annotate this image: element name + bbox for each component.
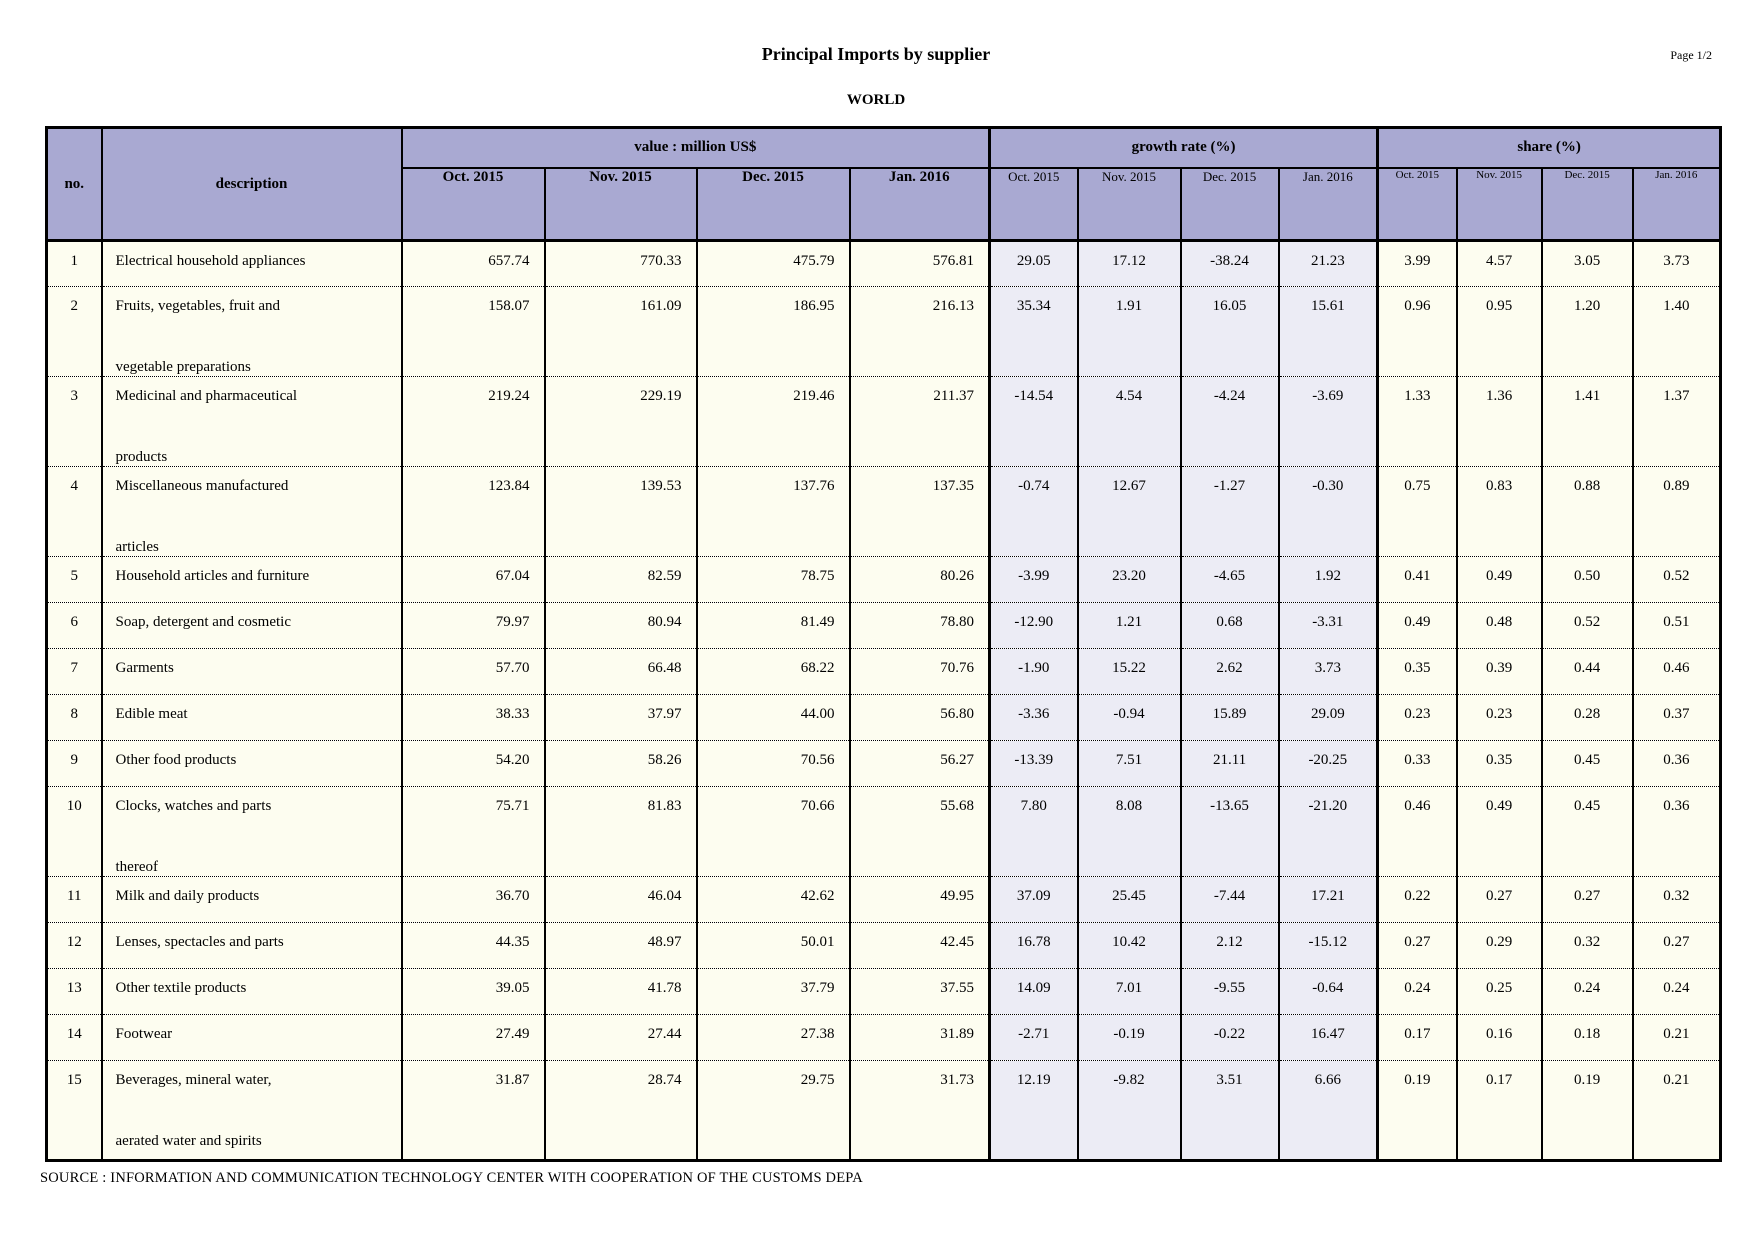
share-cell: 0.52 bbox=[1633, 557, 1721, 603]
value-cell: 79.97 bbox=[402, 603, 545, 649]
share-cell: 3.05 bbox=[1542, 241, 1633, 287]
value-cell: 66.48 bbox=[545, 649, 697, 695]
value-cell: 78.75 bbox=[697, 557, 850, 603]
description-line: vegetable preparations bbox=[115, 359, 251, 375]
share-cell: 0.32 bbox=[1633, 877, 1721, 923]
value-cell: 42.45 bbox=[850, 923, 990, 969]
page-number: Page 1/2 bbox=[1670, 48, 1712, 62]
row-number: 13 bbox=[47, 969, 102, 1015]
row-description bbox=[102, 877, 402, 923]
growth-cell: -14.54 bbox=[990, 377, 1078, 467]
description-line: Garments bbox=[115, 660, 174, 676]
header-group-row bbox=[47, 128, 1721, 168]
row-number: 8 bbox=[47, 695, 102, 741]
value-cell: 186.95 bbox=[697, 287, 850, 377]
table-row bbox=[47, 741, 1721, 787]
share-cell: 0.27 bbox=[1378, 923, 1457, 969]
month-header: Dec. 2015 bbox=[1542, 168, 1633, 241]
share-cell: 0.19 bbox=[1542, 1061, 1633, 1161]
value-cell: 48.97 bbox=[545, 923, 697, 969]
share-cell: 0.52 bbox=[1542, 603, 1633, 649]
share-cell: 1.37 bbox=[1633, 377, 1721, 467]
table-row bbox=[47, 969, 1721, 1015]
month-header: Jan. 2016 bbox=[850, 168, 990, 241]
share-cell: 0.51 bbox=[1633, 603, 1721, 649]
share-cell: 0.45 bbox=[1542, 741, 1633, 787]
table-row bbox=[47, 1015, 1721, 1061]
table-row bbox=[47, 287, 1721, 377]
description-line: Household articles and furniture bbox=[115, 568, 310, 584]
row-description bbox=[102, 649, 402, 695]
description-line: aerated water and spirits bbox=[115, 1133, 262, 1149]
share-cell: 3.99 bbox=[1378, 241, 1457, 287]
growth-cell: 29.09 bbox=[1279, 695, 1378, 741]
value-cell: 46.04 bbox=[545, 877, 697, 923]
value-cell: 37.97 bbox=[545, 695, 697, 741]
value-cell: 41.78 bbox=[545, 969, 697, 1015]
table-row bbox=[47, 603, 1721, 649]
growth-cell: 12.19 bbox=[990, 1061, 1078, 1161]
description-line: Soap, detergent and cosmetic bbox=[115, 614, 292, 630]
share-cell: 0.21 bbox=[1633, 1015, 1721, 1061]
growth-cell: 15.89 bbox=[1181, 695, 1279, 741]
page-title: Principal Imports by supplier bbox=[761, 44, 991, 64]
table-row bbox=[47, 695, 1721, 741]
month-header: Dec. 2015 bbox=[1181, 168, 1279, 241]
share-cell: 1.33 bbox=[1378, 377, 1457, 467]
share-cell: 0.46 bbox=[1633, 649, 1721, 695]
share-cell: 3.73 bbox=[1633, 241, 1721, 287]
share-cell: 0.35 bbox=[1457, 741, 1542, 787]
value-cell: 39.05 bbox=[402, 969, 545, 1015]
value-cell: 475.79 bbox=[697, 241, 850, 287]
value-cell: 27.49 bbox=[402, 1015, 545, 1061]
row-number: 1 bbox=[47, 241, 102, 287]
value-cell: 27.44 bbox=[545, 1015, 697, 1061]
growth-cell: -7.44 bbox=[1181, 877, 1279, 923]
growth-cell: -2.71 bbox=[990, 1015, 1078, 1061]
growth-cell: -3.99 bbox=[990, 557, 1078, 603]
value-cell: 576.81 bbox=[850, 241, 990, 287]
description-line: Clocks, watches and parts bbox=[115, 798, 272, 814]
value-cell: 123.84 bbox=[402, 467, 545, 557]
row-description bbox=[102, 557, 402, 603]
value-cell: 70.66 bbox=[697, 787, 850, 877]
value-cell: 161.09 bbox=[545, 287, 697, 377]
share-cell: 0.48 bbox=[1457, 603, 1542, 649]
description-line: Electrical household appliances bbox=[115, 253, 306, 269]
table-body bbox=[47, 241, 1721, 1161]
growth-cell: 12.67 bbox=[1078, 467, 1181, 557]
share-cell: 0.19 bbox=[1378, 1061, 1457, 1161]
value-cell: 42.62 bbox=[697, 877, 850, 923]
row-number: 12 bbox=[47, 923, 102, 969]
share-cell: 0.27 bbox=[1457, 877, 1542, 923]
growth-cell: -3.31 bbox=[1279, 603, 1378, 649]
description-line: thereof bbox=[115, 859, 158, 875]
value-cell: 78.80 bbox=[850, 603, 990, 649]
share-cell: 0.21 bbox=[1633, 1061, 1721, 1161]
value-cell: 229.19 bbox=[545, 377, 697, 467]
value-cell: 37.79 bbox=[697, 969, 850, 1015]
growth-cell: 2.12 bbox=[1181, 923, 1279, 969]
row-number: 15 bbox=[47, 1061, 102, 1161]
share-cell: 0.89 bbox=[1633, 467, 1721, 557]
growth-cell: 23.20 bbox=[1078, 557, 1181, 603]
row-number: 11 bbox=[47, 877, 102, 923]
growth-cell: 6.66 bbox=[1279, 1061, 1378, 1161]
value-cell: 211.37 bbox=[850, 377, 990, 467]
growth-cell: -9.82 bbox=[1078, 1061, 1181, 1161]
col-group-growth: growth rate (%) bbox=[990, 128, 1378, 168]
share-cell: 0.27 bbox=[1633, 923, 1721, 969]
growth-cell: -12.90 bbox=[990, 603, 1078, 649]
col-header-description: description bbox=[102, 128, 402, 241]
share-cell: 0.35 bbox=[1378, 649, 1457, 695]
growth-cell: -9.55 bbox=[1181, 969, 1279, 1015]
share-cell: 0.28 bbox=[1542, 695, 1633, 741]
value-cell: 158.07 bbox=[402, 287, 545, 377]
share-cell: 0.45 bbox=[1542, 787, 1633, 877]
value-cell: 75.71 bbox=[402, 787, 545, 877]
table-row bbox=[47, 877, 1721, 923]
row-description bbox=[102, 1061, 402, 1161]
description-line: Fruits, vegetables, fruit and bbox=[115, 298, 281, 314]
description-line: products bbox=[115, 449, 168, 465]
table-row bbox=[47, 557, 1721, 603]
growth-cell: 14.09 bbox=[990, 969, 1078, 1015]
share-cell: 0.25 bbox=[1457, 969, 1542, 1015]
share-cell: 0.75 bbox=[1378, 467, 1457, 557]
growth-cell: -15.12 bbox=[1279, 923, 1378, 969]
description-line: Medicinal and pharmaceutical bbox=[115, 388, 298, 404]
growth-cell: 3.73 bbox=[1279, 649, 1378, 695]
value-cell: 31.89 bbox=[850, 1015, 990, 1061]
source-note: SOURCE : INFORMATION AND COMMUNICATION TECHNOLOGY CENTER WITH COOPERATION OF THE CUSTOMS DEPA bbox=[40, 1170, 863, 1186]
growth-cell: 15.22 bbox=[1078, 649, 1181, 695]
row-number: 4 bbox=[47, 467, 102, 557]
description-line: Edible meat bbox=[115, 706, 188, 722]
description-line: Milk and daily products bbox=[115, 888, 260, 904]
value-cell: 770.33 bbox=[545, 241, 697, 287]
value-cell: 139.53 bbox=[545, 467, 697, 557]
share-cell: 1.36 bbox=[1457, 377, 1542, 467]
table-row bbox=[47, 377, 1721, 467]
growth-cell: 21.23 bbox=[1279, 241, 1378, 287]
share-cell: 0.33 bbox=[1378, 741, 1457, 787]
growth-cell: -0.94 bbox=[1078, 695, 1181, 741]
growth-cell: -4.24 bbox=[1181, 377, 1279, 467]
value-cell: 58.26 bbox=[545, 741, 697, 787]
growth-cell: 1.92 bbox=[1279, 557, 1378, 603]
growth-cell: -21.20 bbox=[1279, 787, 1378, 877]
growth-cell: 0.68 bbox=[1181, 603, 1279, 649]
growth-cell: 10.42 bbox=[1078, 923, 1181, 969]
value-cell: 70.76 bbox=[850, 649, 990, 695]
share-cell: 0.49 bbox=[1457, 787, 1542, 877]
growth-cell: 15.61 bbox=[1279, 287, 1378, 377]
growth-cell: 25.45 bbox=[1078, 877, 1181, 923]
growth-cell: 37.09 bbox=[990, 877, 1078, 923]
share-cell: 0.27 bbox=[1542, 877, 1633, 923]
table-row bbox=[47, 467, 1721, 557]
description-line: Footwear bbox=[115, 1026, 173, 1042]
row-description bbox=[102, 603, 402, 649]
value-cell: 657.74 bbox=[402, 241, 545, 287]
share-cell: 0.95 bbox=[1457, 287, 1542, 377]
share-cell: 0.24 bbox=[1378, 969, 1457, 1015]
share-cell: 0.39 bbox=[1457, 649, 1542, 695]
description-line: Miscellaneous manufactured bbox=[115, 478, 289, 494]
value-cell: 55.68 bbox=[850, 787, 990, 877]
value-cell: 219.24 bbox=[402, 377, 545, 467]
growth-cell: 4.54 bbox=[1078, 377, 1181, 467]
share-cell: 0.36 bbox=[1633, 787, 1721, 877]
share-cell: 0.83 bbox=[1457, 467, 1542, 557]
value-cell: 70.56 bbox=[697, 741, 850, 787]
row-number: 10 bbox=[47, 787, 102, 877]
growth-cell: 35.34 bbox=[990, 287, 1078, 377]
value-cell: 28.74 bbox=[545, 1061, 697, 1161]
value-cell: 137.35 bbox=[850, 467, 990, 557]
row-description bbox=[102, 787, 402, 877]
share-cell: 0.16 bbox=[1457, 1015, 1542, 1061]
table-row bbox=[47, 787, 1721, 877]
growth-cell: -1.27 bbox=[1181, 467, 1279, 557]
description-line: Other textile products bbox=[115, 980, 247, 996]
month-header: Nov. 2015 bbox=[1457, 168, 1542, 241]
share-cell: 0.49 bbox=[1457, 557, 1542, 603]
share-cell: 0.36 bbox=[1633, 741, 1721, 787]
share-cell: 0.18 bbox=[1542, 1015, 1633, 1061]
share-cell: 0.88 bbox=[1542, 467, 1633, 557]
value-cell: 44.35 bbox=[402, 923, 545, 969]
row-description bbox=[102, 923, 402, 969]
growth-cell: -38.24 bbox=[1181, 241, 1279, 287]
row-description bbox=[102, 1015, 402, 1061]
row-number: 5 bbox=[47, 557, 102, 603]
growth-cell: 7.51 bbox=[1078, 741, 1181, 787]
growth-cell: 1.21 bbox=[1078, 603, 1181, 649]
row-number: 2 bbox=[47, 287, 102, 377]
value-cell: 81.83 bbox=[545, 787, 697, 877]
share-cell: 0.22 bbox=[1378, 877, 1457, 923]
row-description bbox=[102, 467, 402, 557]
description-line: articles bbox=[115, 539, 159, 555]
value-cell: 29.75 bbox=[697, 1061, 850, 1161]
month-header: Jan. 2016 bbox=[1279, 168, 1378, 241]
imports-table bbox=[45, 126, 1722, 1162]
value-cell: 56.27 bbox=[850, 741, 990, 787]
table-row bbox=[47, 1061, 1721, 1161]
month-header: Dec. 2015 bbox=[697, 168, 850, 241]
value-cell: 82.59 bbox=[545, 557, 697, 603]
col-group-share: share (%) bbox=[1378, 128, 1721, 168]
table-row bbox=[47, 649, 1721, 695]
row-number: 6 bbox=[47, 603, 102, 649]
growth-cell: 17.21 bbox=[1279, 877, 1378, 923]
growth-cell: 29.05 bbox=[990, 241, 1078, 287]
row-description bbox=[102, 287, 402, 377]
month-header: Oct. 2015 bbox=[402, 168, 545, 241]
growth-cell: -0.74 bbox=[990, 467, 1078, 557]
row-number: 3 bbox=[47, 377, 102, 467]
share-cell: 0.23 bbox=[1457, 695, 1542, 741]
growth-cell: -1.90 bbox=[990, 649, 1078, 695]
growth-cell: -4.65 bbox=[1181, 557, 1279, 603]
growth-cell: -0.22 bbox=[1181, 1015, 1279, 1061]
share-cell: 0.96 bbox=[1378, 287, 1457, 377]
growth-cell: 3.51 bbox=[1181, 1061, 1279, 1161]
share-cell: 0.37 bbox=[1633, 695, 1721, 741]
share-cell: 0.50 bbox=[1542, 557, 1633, 603]
page-subtitle: WORLD bbox=[846, 92, 906, 108]
month-header: Jan. 2016 bbox=[1633, 168, 1721, 241]
growth-cell: -0.19 bbox=[1078, 1015, 1181, 1061]
row-description bbox=[102, 695, 402, 741]
growth-cell: 7.01 bbox=[1078, 969, 1181, 1015]
share-cell: 0.41 bbox=[1378, 557, 1457, 603]
growth-cell: -0.64 bbox=[1279, 969, 1378, 1015]
growth-cell: 2.62 bbox=[1181, 649, 1279, 695]
growth-cell: 8.08 bbox=[1078, 787, 1181, 877]
value-cell: 81.49 bbox=[697, 603, 850, 649]
value-cell: 56.80 bbox=[850, 695, 990, 741]
month-header: Nov. 2015 bbox=[1078, 168, 1181, 241]
share-cell: 0.46 bbox=[1378, 787, 1457, 877]
growth-cell: 16.78 bbox=[990, 923, 1078, 969]
growth-cell: -13.39 bbox=[990, 741, 1078, 787]
row-number: 14 bbox=[47, 1015, 102, 1061]
growth-cell: -3.36 bbox=[990, 695, 1078, 741]
value-cell: 36.70 bbox=[402, 877, 545, 923]
value-cell: 68.22 bbox=[697, 649, 850, 695]
value-cell: 80.26 bbox=[850, 557, 990, 603]
growth-cell: 7.80 bbox=[990, 787, 1078, 877]
growth-cell: -3.69 bbox=[1279, 377, 1378, 467]
share-cell: 0.24 bbox=[1633, 969, 1721, 1015]
share-cell: 0.24 bbox=[1542, 969, 1633, 1015]
row-number: 9 bbox=[47, 741, 102, 787]
share-cell: 0.17 bbox=[1378, 1015, 1457, 1061]
share-cell: 0.29 bbox=[1457, 923, 1542, 969]
row-description bbox=[102, 377, 402, 467]
share-cell: 1.41 bbox=[1542, 377, 1633, 467]
value-cell: 67.04 bbox=[402, 557, 545, 603]
share-cell: 0.44 bbox=[1542, 649, 1633, 695]
growth-cell: -0.30 bbox=[1279, 467, 1378, 557]
value-cell: 216.13 bbox=[850, 287, 990, 377]
value-cell: 31.73 bbox=[850, 1061, 990, 1161]
growth-cell: 21.11 bbox=[1181, 741, 1279, 787]
growth-cell: 16.05 bbox=[1181, 287, 1279, 377]
share-cell: 0.49 bbox=[1378, 603, 1457, 649]
share-cell: 1.40 bbox=[1633, 287, 1721, 377]
share-cell: 0.23 bbox=[1378, 695, 1457, 741]
row-description bbox=[102, 969, 402, 1015]
value-cell: 49.95 bbox=[850, 877, 990, 923]
description-line: Other food products bbox=[115, 752, 237, 768]
value-cell: 44.00 bbox=[697, 695, 850, 741]
table-row bbox=[47, 241, 1721, 287]
row-description bbox=[102, 741, 402, 787]
growth-cell: -13.65 bbox=[1181, 787, 1279, 877]
share-cell: 4.57 bbox=[1457, 241, 1542, 287]
value-cell: 57.70 bbox=[402, 649, 545, 695]
value-cell: 37.55 bbox=[850, 969, 990, 1015]
table-row bbox=[47, 923, 1721, 969]
share-cell: 0.32 bbox=[1542, 923, 1633, 969]
row-description bbox=[102, 241, 402, 287]
month-header: Oct. 2015 bbox=[1378, 168, 1457, 241]
col-header-no: no. bbox=[47, 128, 102, 241]
share-cell: 0.17 bbox=[1457, 1061, 1542, 1161]
value-cell: 219.46 bbox=[697, 377, 850, 467]
col-group-value: value : million US$ bbox=[402, 128, 990, 168]
value-cell: 50.01 bbox=[697, 923, 850, 969]
month-header: Oct. 2015 bbox=[990, 168, 1078, 241]
share-cell: 1.20 bbox=[1542, 287, 1633, 377]
value-cell: 137.76 bbox=[697, 467, 850, 557]
growth-cell: -20.25 bbox=[1279, 741, 1378, 787]
growth-cell: 17.12 bbox=[1078, 241, 1181, 287]
month-header: Nov. 2015 bbox=[545, 168, 697, 241]
description-line: Beverages, mineral water, bbox=[115, 1072, 272, 1088]
growth-cell: 16.47 bbox=[1279, 1015, 1378, 1061]
value-cell: 31.87 bbox=[402, 1061, 545, 1161]
row-number: 7 bbox=[47, 649, 102, 695]
description-line: Lenses, spectacles and parts bbox=[115, 934, 284, 950]
value-cell: 54.20 bbox=[402, 741, 545, 787]
value-cell: 80.94 bbox=[545, 603, 697, 649]
value-cell: 38.33 bbox=[402, 695, 545, 741]
value-cell: 27.38 bbox=[697, 1015, 850, 1061]
growth-cell: 1.91 bbox=[1078, 287, 1181, 377]
